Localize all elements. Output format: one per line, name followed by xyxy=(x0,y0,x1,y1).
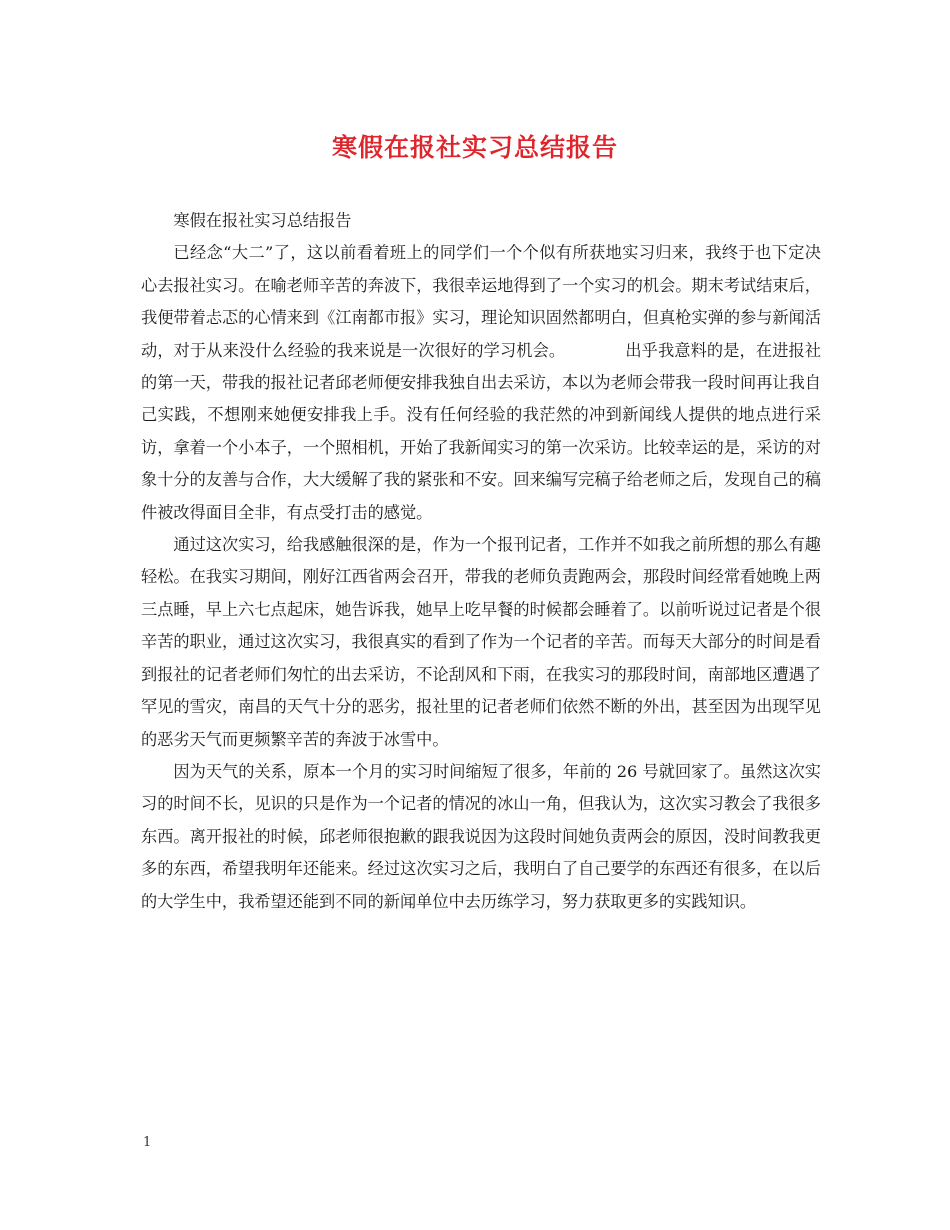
paragraph-3: 因为天气的关系，原本一个月的实习时间缩短了很多，年前的 26 号就回家了。虽然这次实习的时间不长，见识的只是作为一个记者的情况的冰山一角，但我认为，这次实习教会了我很多东西。离开报社的时候，邱老师很抱歉的跟我说因为这段时间她负责两会的原因，没时间教我更多的东西，希望我明年还能来。经过这次实习之后，我明白了自己要学的东西还有很多，在以后的大学生中，我希望还能到不同的新闻单位中去历练学习，努力获取更多的实践知识。 xyxy=(141,761,821,911)
paragraph-1-part-1: 已经念“大二”了，这以前看着班上的同学们一个个似有所获地实习归来，我终于也下定决心去报社实习。在喻老师辛苦的奔波下，我很幸运地得到了一个实习的机会。期末考试结束后，我便带着忐忑的心情来到《江南都市报》实习，理论知识固然都明白，但真枪实弹的参与新闻活动，对于从来没什么经验的我来说是一次很好的学习机会。 xyxy=(141,243,821,360)
document-title: 寒假在报社实习总结报告 xyxy=(331,133,618,162)
document-body xyxy=(141,205,821,918)
paragraph-1-part-2: 出乎我意料的是，在进报社的第一天，带我的报社记者邱老师便安排我独自出去采访，本以为老师会带我一段时间再让我自己实践，不想刚来她便安排我上手。没有任何经验的我茫然的冲到新闻线人提供的地点进行采访，拿着一个小本子，一个照相机，开始了我新闻实习的第一次采访。比较幸运的是，采访的对象十分的友善与合作，大大缓解了我的紧张和不安。回来编写完稿子给老师之后，发现自己的稿件被改得面目全非，有点受打击的感觉。 xyxy=(141,340,822,522)
page-number: 1 xyxy=(143,1135,152,1150)
subtitle-paragraph: 寒假在报社实习总结报告 xyxy=(173,211,352,230)
paragraph-2: 通过这次实习，给我感触很深的是，作为一个报刊记者，工作并不如我之前所想的那么有趣轻松。在我实习期间，刚好江西省两会召开，带我的老师负责跑两会，那段时间经常看她晚上两三点睡，早上六七点起床，她告诉我，她早上吃早餐的时候都会睡着了。以前听说过记者是个很辛苦的职业，通过这次实习，我很真实的看到了作为一个记者的辛苦。而每天大部分的时间是看到报社的记者老师们匆忙的出去采访，不论刮风和下雨，在我实习的那段时间，南部地区遭遇了罕见的雪灾，南昌的天气十分的恶劣，报社里的记者老师们依然不断的外出，甚至因为出现罕见的恶劣天气而更频繁辛苦的奔波于冰雪中。 xyxy=(141,535,821,749)
paragraph-1 xyxy=(141,237,821,529)
